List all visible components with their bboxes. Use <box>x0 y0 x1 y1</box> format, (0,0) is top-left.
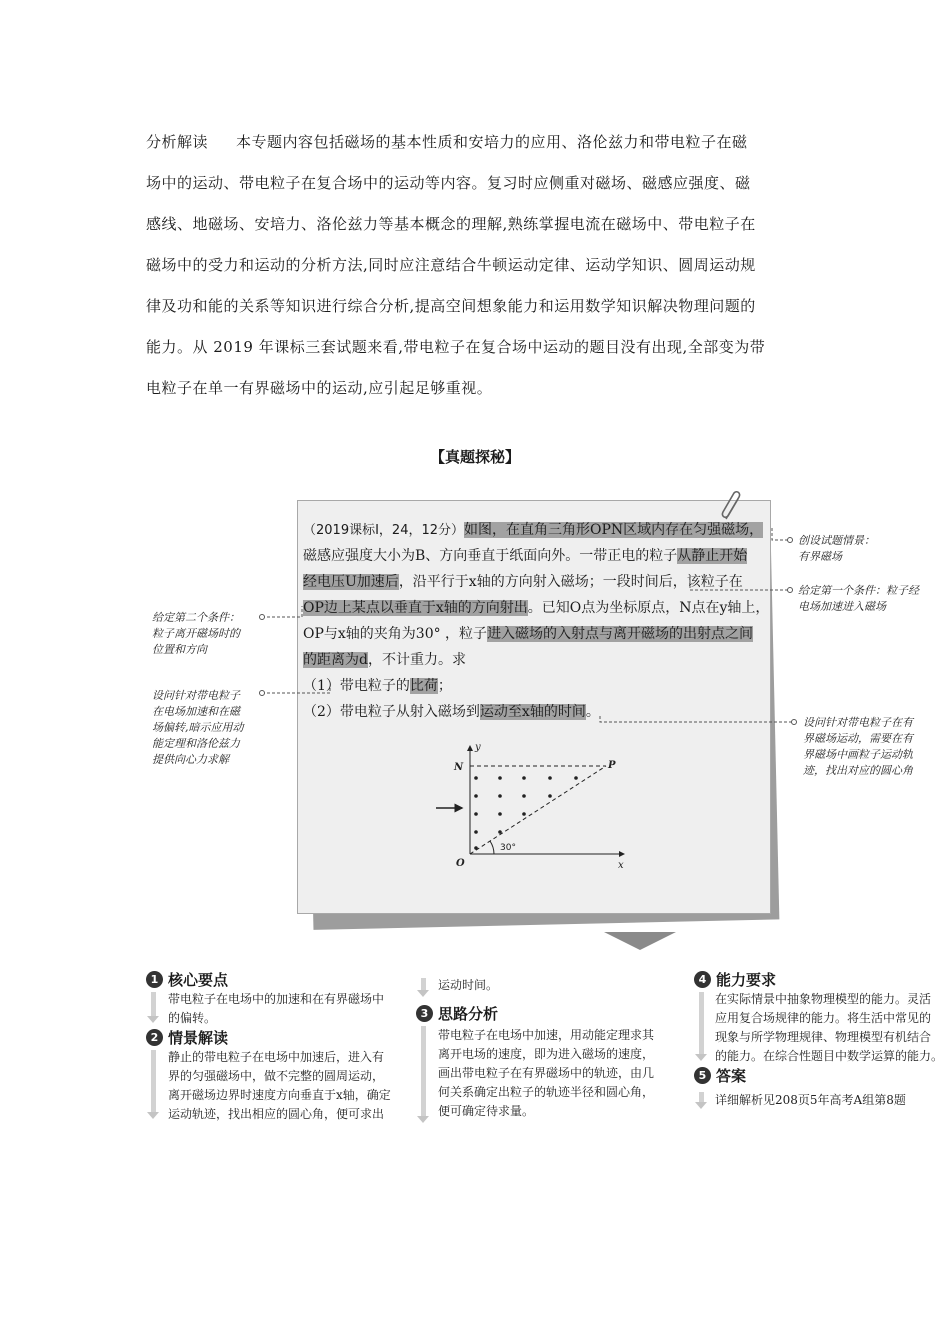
section-core-points: 1 核心要点 <box>146 969 228 990</box>
y-axis-label: y <box>475 742 481 753</box>
intro-line-5: 律及功和能的关系等知识进行综合分析,提高空间想象能力和运用数学知识解决物理问题的 <box>146 297 756 315</box>
question-line-4: OP边上某点以垂直于x轴的方向射出。已知O点为坐标原点，N点在y轴上， <box>303 600 770 616</box>
down-bar-icon <box>151 1050 156 1112</box>
angle-label: 30° <box>500 843 516 853</box>
section-title: 【真题探秘】 <box>429 448 520 466</box>
section-ability-requirements: 4 能力要求 <box>694 969 776 990</box>
physics-diagram <box>420 738 640 874</box>
question-line-6: 的距离为d，不计重力。求 <box>303 652 466 668</box>
annotation-trajectory: 设问针对带电粒子在有 界磁场运动，需要在有 界磁场中画粒子运动轨 迹，找出对应的圆心角 <box>803 716 913 777</box>
down-bar-icon <box>421 978 426 990</box>
number-badge-2: 2 <box>146 1029 163 1046</box>
intro-paragraph <box>146 122 806 409</box>
intro-line-3: 感线、地磁场、安培力、洛伦兹力等基本概念的理解,熟练掌握电流在磁场中、带电粒子在 <box>146 215 756 233</box>
number-badge-1: 1 <box>146 971 163 988</box>
x-axis-label: x <box>618 860 624 871</box>
question-line-5: OP与x轴的夹角为30° ，粒子进入磁场的入射点与离开磁场的出射点之间 <box>303 626 754 642</box>
magnetic-field-dots <box>474 776 578 850</box>
intro-line-6: 能力。从 2019 年课标三套试题来看,带电粒子在复合场中运动的题目没有出现,全部变为带 <box>146 338 766 356</box>
number-badge-3: 3 <box>416 1005 433 1022</box>
down-bar-icon <box>421 1026 426 1116</box>
annotation-condition-1: 给定第一个条件：粒子经 电场加速进入磁场 <box>798 584 919 613</box>
question-line-3: 经电压U加速后，沿平行于x轴的方向射入磁场；一段时间后，该粒子在 <box>303 574 743 590</box>
down-bar-icon <box>151 992 156 1016</box>
down-bar-icon <box>699 1092 704 1102</box>
origin-label: O <box>456 858 465 869</box>
section-approach-analysis: 3 思路分析 <box>416 1003 498 1024</box>
down-bar-icon <box>699 992 704 1054</box>
intro-heading: 分析解读 <box>146 133 209 151</box>
scenario-reading-continued: 运动时间。 <box>438 978 499 992</box>
question-source: （2019课标Ⅰ，24，12分） <box>303 523 465 538</box>
angle-arc <box>490 841 494 854</box>
annotation-scenario: 创设试题情景： 有界磁场 <box>798 534 875 563</box>
section-scenario-reading: 2 情景解读 <box>146 1027 228 1048</box>
answer-text: 详细解析见208页5年高考A组第8题 <box>715 1093 906 1107</box>
section-answer: 5 答案 <box>694 1065 746 1086</box>
annotation-condition-2: 给定第二个条件： 粒子离开磁场时的 位置和方向 <box>152 611 240 656</box>
question-part-2: （2）带电粒子从射入磁场到运动至x轴的时间。 <box>303 704 600 720</box>
intro-line-2: 场中的运动、带电粒子在复合场中的运动等内容。复习时应侧重对磁场、磁感应强度、磁 <box>146 174 751 192</box>
down-arrow-icon <box>604 932 676 950</box>
n-point-label: N <box>454 762 464 773</box>
scenario-reading-text: 静止的带电粒子在电场中加速后，进入有 界的匀强磁场中，做不完整的圆周运动， 离开磁场边界时速度方向垂直于x轴，确定 运动轨迹，找出相应的圆心角，便可求出 <box>168 1050 391 1121</box>
core-points-text: 带电粒子在电场中的加速和在有界磁场中 的偏转。 <box>168 992 385 1025</box>
annotation-question-hint: 设问针对带电粒子 在电场加速和在磁 场偏转,暗示应用动 能定理和洛伦兹力 提供向心力求解 <box>152 689 244 766</box>
approach-analysis-text: 带电粒子在电场中加速，用动能定理求其 离开电场的速度，即为进入磁场的速度， 画出带电粒子在有界磁场中的轨迹，由几 何关系确定出粒子的轨迹半径和圆心角， 便可确定待求量。 <box>438 1028 655 1118</box>
question-part-1: （1）带电粒子的比荷； <box>303 678 452 694</box>
question-line-2: 磁感应强度大小为B、方向垂直于纸面向外。一带正电的粒子从静止开始 <box>303 548 748 564</box>
ability-requirements-text: 在实际情景中抽象物理模型的能力。灵活 应用复合场规律的能力。将生活中常见的 现象与所学物理规律、物理模型有机结合 的能力。在综合性题目中数学运算的能力。 <box>715 992 944 1063</box>
p-point-label: P <box>608 760 616 771</box>
question-line-1: （2019课标Ⅰ，24，12分）如图，在直角三角形OPN区域内存在匀强磁场， <box>303 522 764 538</box>
intro-line-1: 分析解读 本专题内容包括磁场的基本性质和安培力的应用、洛伦兹力和带电粒子在磁 <box>146 133 748 151</box>
intro-line-7: 电粒子在单一有界磁场中的运动,应引起足够重视。 <box>146 379 493 397</box>
number-badge-5: 5 <box>694 1067 711 1084</box>
intro-line-4: 磁场中的受力和运动的分析方法,同时应注意结合牛顿运动定律、运动学知识、圆周运动规 <box>146 256 756 274</box>
number-badge-4: 4 <box>694 971 711 988</box>
